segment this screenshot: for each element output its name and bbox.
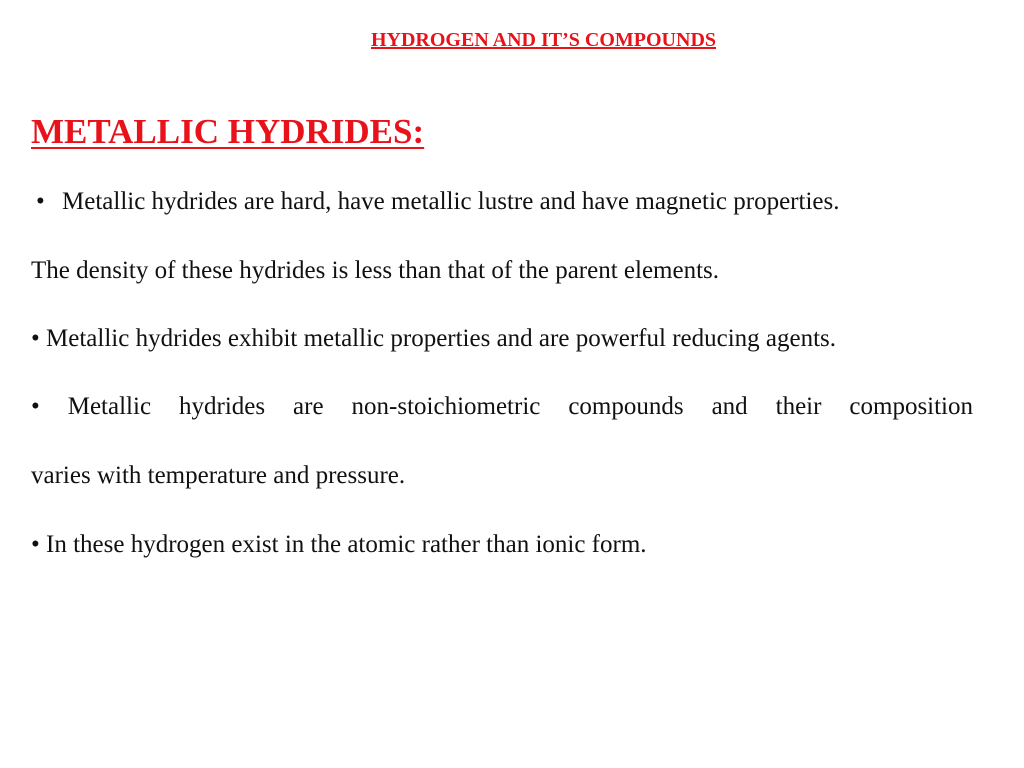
- text-line-2: The density of these hydrides is less than that of the parent elements.: [31, 257, 720, 284]
- section-heading: METALLIC HYDRIDES:: [31, 112, 425, 151]
- text-line-5: varies with temperature and pressure.: [31, 462, 406, 489]
- bullet-point-6: [31, 530, 647, 560]
- slide-topic-title: HYDROGEN AND IT’S COMPOUNDS: [370, 29, 717, 51]
- bullet-text-4: Metallic hydrides are non-stoichiometric compounds and their composition: [67, 393, 974, 420]
- bullet-icon: •: [31, 393, 40, 420]
- bullet-icon: •: [31, 531, 40, 558]
- bullet-icon: •: [36, 188, 45, 215]
- bullet-point-4: [31, 392, 973, 422]
- bullet-point-3: [31, 324, 836, 354]
- bullet-icon: •: [31, 325, 40, 352]
- bullet-text-3: Metallic hydrides exhibit metallic properties and are powerful reducing agents.: [46, 325, 837, 352]
- bullet-point-1: [36, 187, 839, 217]
- bullet-text-1: Metallic hydrides are hard, have metallic lustre and have magnetic properties.: [62, 188, 840, 215]
- bullet-text-6: In these hydrogen exist in the atomic rather than ionic form.: [46, 531, 647, 558]
